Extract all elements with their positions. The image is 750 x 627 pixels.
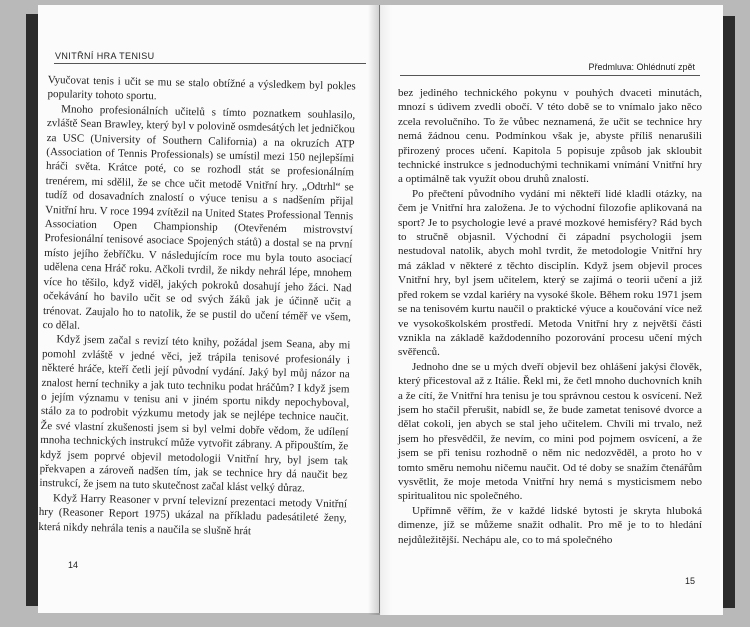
right-page [380,5,723,615]
paragraph: Upřímně věřím, že v každé lidské bytosti je skryta hluboká dimenze, jíž se můžeme snažit odhalit. Pro mě je to to hledání nejdůležitější. Nechápu ale, co to má společného [398,504,702,546]
paragraph: Mnoho profesionálních učitelů s tímto poznatkem souhlasilo, zvláště Sean Brawley, který byl v polovině osmdesátých let jedničkou za USC (University of Southern California) a na okruzích ATP (Association of Tennis Professionals) se umístil mezi 150 nejlepšími hráči světa. Krátce poté, co se rozhodl stát se profesionálním trenérem, mi sdělil, že se chce učit metodě Vnitřní hry. „Odtrhl“ se tudíž od dosavadních znalostí o výuce tenisu a s nadšením přijal Vnitřní hru. V roce 1994 zvítězil na United States Professional Tennis Association Open Championship (Otevřeném mistrovství Profesionální tenisové asociace Spojených států) a dostal se na první místo jejího žebříčku. V následujícím roce mu byla touto asociací udělena cena Hráč roku. Ačkoli tvrdil, že nikdy nehrál lépe, mnohem více ho těšilo, když viděl, jakých pokroků dosahují jeho žáci. Nad očekávání ho bavilo učit se od svých žáků jak je účinně učit a trénovat. Zaujalo ho to natolik, že se pustil do učení téměř ve všem, co dělal. [42,103,356,332]
book-edge-right [723,16,735,608]
body-text [398,86,702,547]
paragraph: Jednoho dne se u mých dveří objevil bez ohlášení jakýsi člověk, který přicestoval až z Itálie. Řekl mi, že četl mnoho duchovních knih a že cítí, že Vnitřní hra tenisu je tou správnou cestou k osvícení. Než jsem ho stačil přerušit, nabídl se, že bude zametat tenisové dvorce a dělat cokoli, jen abych se stal jeho učitelem. Chvíli mi trvalo, než jsem ho přesvědčil, že nevím, co mini pod pojmem osvícení, a že jsem se při tenisu rozhodně o něm nic nedozvěděl, a proto ho v tomto směru nemohu ničemu naučit. Od té doby se snažím čtenářům vysvětlit, že moje metoda Vnitřní hry nemá s mysticismem nebo spiritualitou nic společného. [398,360,702,503]
paragraph: Po přečtení původního vydání mi někteří lidé kladli otázky, na čem je Vnitřní hra založena. Je to východní filozofie aplikovaná na sport? Je to psychologie levé a pravé mozkové hemisféry? Rád bych to stručně objasnil. Východní či západní psychologii jsem nestudoval natolik, abych mohl tvrdit, že metodologie Vnitřní hry má základ v některé z těchto disciplín. Když jsem objevil proces Vnitřní hry, byl jsem učitelem, který se zajímá o teorii učení a již před rokem se vzdal kariéry na vysoké škole. Během roku 1971 jsem se na tenisovém kurtu naučil o praktické výuce a koučování více než ve vysokoškolském prostředí. Metoda Vnitřní hry z největší části vznikla na základě každodenního pozorování procesu učení mých svěřenců. [398,187,702,359]
header-rule [54,63,366,64]
paragraph: Když Harry Reasoner v první televizní prezentaci metody Vnitřní hry (Reasoner Report 1975) ukázal na příkladu padesátileté ženy, která nikdy nehrála tenis a naučila se slušně hrát [38,491,348,537]
header-rule [400,75,700,76]
paragraph: Vyučovat tenis i učit se mu se stalo obtížné a výsledkem byl pokles popularity tohoto sportu. [47,73,356,103]
running-header: Předmluva: Ohlédnutí zpět [588,62,695,72]
book-gutter [368,5,392,615]
page-number: 15 [684,576,695,586]
body-text [38,73,356,540]
book-edge-left [26,14,38,606]
paragraph: bez jediného technického pokynu v pouhých dvaceti minutách, mnozí s údivem zvedli obočí. V této době se to vnímalo jako něco zcela revolučního. To že vůbec neznamená, že učit se technice hry nemá žádnou cenu. Podmínkou však je, abyste příliš nenarušili přirozený proces učení. Kapitola 5 popisuje způsob jak skloubit technické instrukce s jednoduchými technikami vnímání Vnitřní hry a optimálně tak využít obou druhů znalostí. [398,87,702,186]
paragraph: Když jsem začal s revizí této knihy, požádal jsem Seana, aby mi pomohl zvláště v jedné věci, jež trápila tenisové profesionály i některé hráče, kteří četli její původní vydání. Jaký byl můj názor na znalost herní techniky a jak tuto techniku podat hráčům? I když jsem o jejím významu v tenisu ani v jiném sportu nikdy nepochyboval, stálo za to podrobit výzkumu metody jak se nejlépe technice naučit. Že své vlastní zkušenosti jsem si byl velmi dobře vědom, že udílení mnoha technických instrukcí může vytvořit zábrany. A připouštím, že když jsem poprvé objevil metodologii Vnitřní hry, byl jsem tak překvapen a zároveň nadšen tím, jak se technice hry dá naučit bez instrukcí, že jsem na tuto skutečnost začal klást velký důraz. [39,333,351,495]
page-number: 14 [68,560,79,570]
running-header: VNITŘNÍ HRA TENISU [55,51,155,61]
